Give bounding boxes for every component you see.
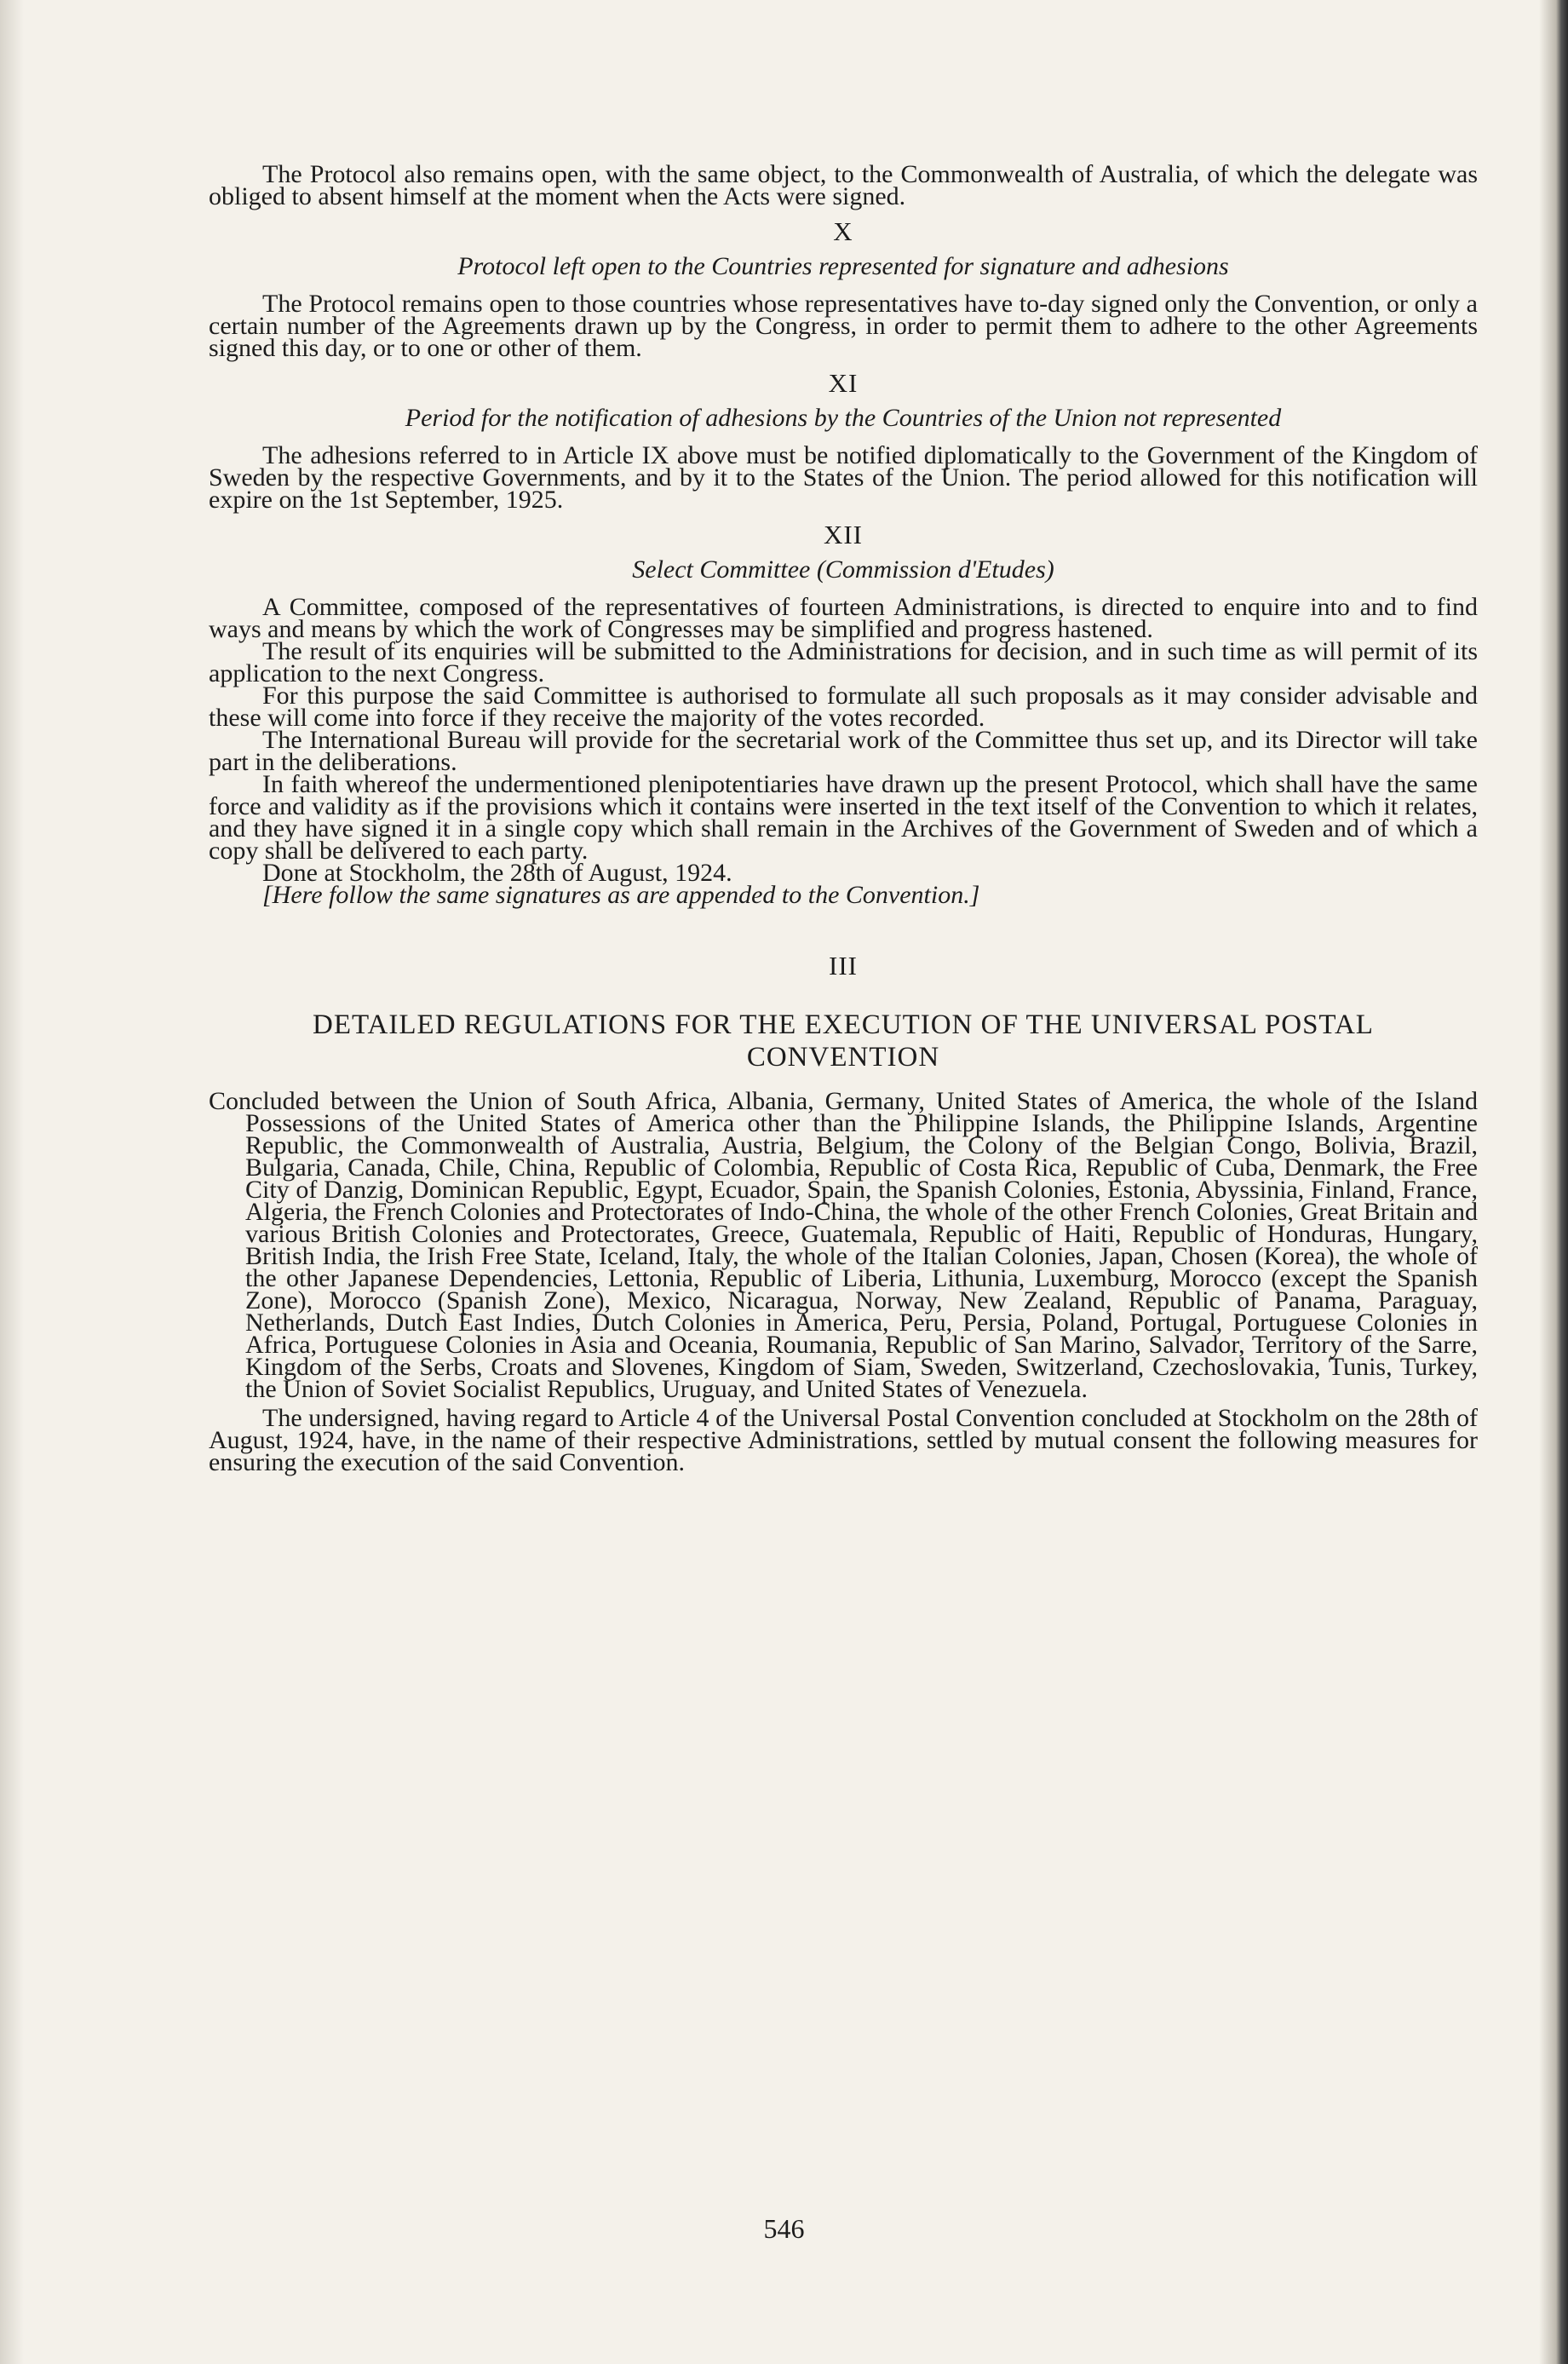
section-xii-paragraph-5: In faith whereof the undermentioned plenipotentiaries have drawn up the present Protocol, which shall have the same force and validity as if the provisions which it contains were inserted in the text itself of the Convention to which it relates, and they have signed it in a single copy which shall remain in the Archives of the Government of Sweden and of which a copy shall be delivered to each party. (209, 770, 1478, 865)
section-xii-paragraph-4: The International Bureau will provide for the secretarial work of the Committee thus set up, and its Director will take part in the deliberations. (209, 726, 1478, 776)
section-xi-title: Period for the notification of adhesions by the Countries of the Union not represented (405, 404, 1282, 432)
section-xii-number: XII (823, 520, 864, 549)
document-page (209, 160, 1478, 1476)
section-xi-number: XI (828, 368, 859, 398)
scan-edge-left (0, 0, 24, 2364)
section-xii-paragraph-3: For this purpose the said Committee is authorised to formulate all such proposals as it may consider advisable and these will come into force if they receive the majority of the votes recorded. (209, 682, 1478, 732)
section-xii-paragraph-2: The result of its enquiries will be submitted to the Administrations for decision, and in such time as will permit of its application to the next Congress. (209, 637, 1478, 687)
section-x-title: Protocol left open to the Countries represented for signature and adhesions (457, 252, 1229, 280)
section-xii-title: Select Committee (Commission d'Etudes) (632, 555, 1054, 584)
part-title: DETAILED REGULATIONS FOR THE EXECUTION OF THE UNIVERSAL POSTAL CONVENTION (313, 1009, 1374, 1073)
signatures-note: [Here follow the same signatures as are appended to the Convention.] (262, 881, 980, 909)
page-number: 546 (763, 2213, 805, 2244)
paragraph-australia: The Protocol also remains open, with the same object, to the Commonwealth of Australia, of which the delegate was obliged to absent himself at the moment when the Acts were signed. (209, 160, 1478, 210)
section-x-text: The Protocol remains open to those countries whose representatives have to-day signed only the Convention, or only a certain number of the Agreements drawn up by the Congress, in order to permit them to adhere to the other Agreements signed this day, or to one or other of them. (209, 290, 1478, 362)
done-at-line: Done at Stockholm, the 28th of August, 1924. (262, 859, 732, 887)
part-number: III (829, 951, 858, 981)
undersigned-paragraph: The undersigned, having regard to Article 4 of the Universal Postal Convention concluded at Stockholm on the 28th of August, 1924, have, in the name of their respective Administrations, settled by mutual consent the following measures for ensuring the execution of the said Convention. (209, 1404, 1478, 1476)
section-xi-text: The adhesions referred to in Article IX above must be notified diplomatically to the Government of the Kingdom of Sweden by the respective Governments, and by it to the States of the Union. The period allowed for this notification will expire on the 1st September, 1925. (209, 441, 1478, 514)
section-xii-paragraph-1: A Committee, composed of the representatives of fourteen Administrations, is directed to enquire into and to find ways and means by which the work of Congresses may be simplified and progress hastened. (209, 593, 1478, 643)
scan-edge-right (1539, 0, 1568, 2364)
section-x-number: X (833, 216, 853, 246)
concluded-between-list: Concluded between the Union of South Africa, Albania, Germany, United States of America, the whole of the Island Possessions of the United States of America other than the Philippine Islands, the Philippine Islands, Argentine Republic, the Commonwealth of Australia, Austria, Belgium, the Colony of the Belgian Congo, Bolivia, Brazil, Bulgaria, Canada, Chile, China, Republic of Colombia, Republic of Costa Rica, Republic of Cuba, Denmark, the Free City of Danzig, Dominican Republic, Egypt, Ecuador, Spain, the Spanish Colonies, Estonia, Abyssinia, Finland, France, Algeria, the French Colonies and Protectorates of Indo-China, the whole of the other French Colonies, Great Britain and various British Colonies and Protectorates, Greece, Guatemala, Republic of Haiti, Republic of Honduras, Hungary, British India, the Irish Free State, Iceland, Italy, the whole of the Italian Colonies, Japan, Chosen (Korea), the whole of the other Japanese Dependencies, Lettonia, Republic of Liberia, Lithunia, Luxemburg, Morocco (except the Spanish Zone), Morocco (Spanish Zone), Mexico, Nicaragua, Norway, New Zealand, Republic of Panama, Paraguay, Netherlands, Dutch East Indies, Dutch Colonies in America, Peru, Persia, Poland, Portugal, Portuguese Colonies in Africa, Portuguese Colonies in Asia and Oceania, Roumania, Republic of San Marino, Salvador, Territory of the Sarre, Kingdom of the Serbs, Croats and Slovenes, Kingdom of Siam, Sweden, Switzerland, Czechoslovakia, Tunis, Turkey, the Union of Soviet Socialist Republics, Uruguay, and United States of Venezuela. (209, 1087, 1478, 1403)
